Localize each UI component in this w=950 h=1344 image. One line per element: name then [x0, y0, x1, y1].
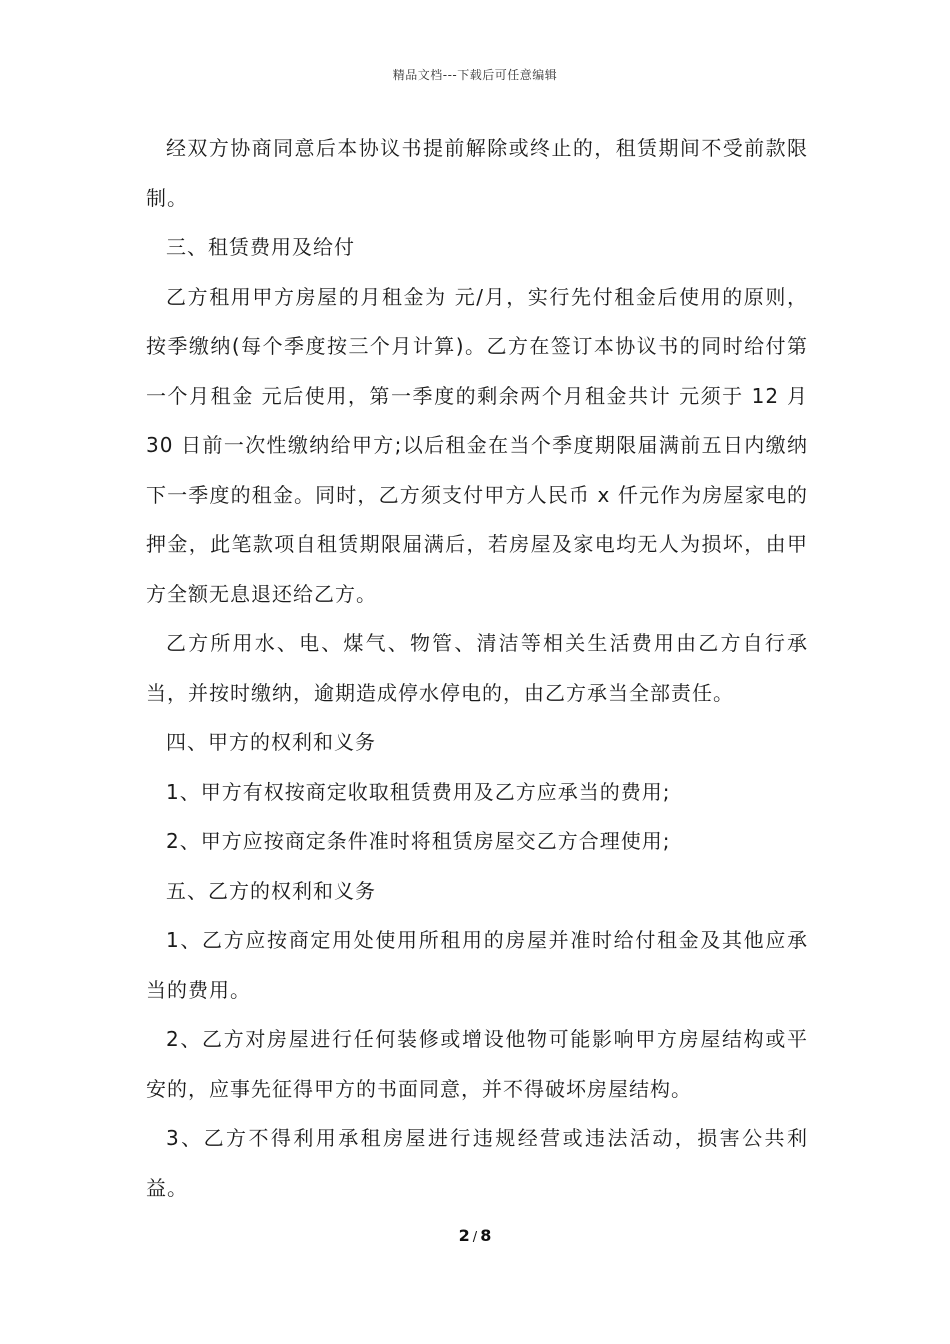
document-body	[146, 124, 808, 1213]
section-heading-rent-payment: 三、租赁费用及给付	[166, 235, 355, 259]
paragraph-rent-terms: 乙方租用甲方房屋的月租金为 元/月，实行先付租金后使用的原则，按季缴纳(每个季度按三个月计算)。乙方在签订本协议书的同时给付第一个月租金 元后使用，第一季度的剩余两个月租金共计 元须于 12 月 30 日前一次性缴纳给甲方;以后租金在当个季度期限届满前五日内缴纳下一季度的租金。同时，乙方须支付甲方人民币 x 仟元作为房屋家电的押金，此笔款项自租赁期限届满后，若房屋及家电均无人为损坏，由甲方全额无息退还给乙方。	[146, 284, 808, 606]
current-page: 2	[458, 1226, 470, 1245]
list-item-lessee-1: 1、乙方应按商定用处使用所租用的房屋并准时给付租金及其他应承当的费用。	[146, 928, 808, 1002]
page-number	[0, 1226, 950, 1245]
paragraph-utility-fees: 乙方所用水、电、煤气、物管、清洁等相关生活费用由乙方自行承当，并按时缴纳，逾期造成停水停电的，由乙方承当全部责任。	[146, 631, 808, 705]
total-pages: 8	[480, 1226, 492, 1245]
section-heading-lessee-rights: 五、乙方的权利和义务	[166, 878, 376, 903]
paragraph-termination-clause: 经双方协商同意后本协议书提前解除或终止的，租赁期间不受前款限制。	[146, 136, 808, 210]
section-heading-lessor-rights: 四、甲方的权利和义务	[166, 730, 376, 754]
page-header: 精品文档---下载后可任意编辑	[392, 68, 558, 82]
list-item-lessee-3: 3、乙方不得利用承租房屋进行违规经营或违法活动，损害公共利益。	[146, 1126, 808, 1200]
list-item-lessor-1: 1、甲方有权按商定收取租赁费用及乙方应承当的费用;	[166, 779, 671, 804]
page-separator: /	[472, 1230, 478, 1245]
list-item-lessor-2: 2、甲方应按商定条件准时将租赁房屋交乙方合理使用;	[166, 829, 671, 853]
list-item-lessee-2: 2、乙方对房屋进行任何装修或增设他物可能影响甲方房屋结构或平安的，应事先征得甲方的书面同意，并不得破坏房屋结构。	[146, 1027, 808, 1101]
